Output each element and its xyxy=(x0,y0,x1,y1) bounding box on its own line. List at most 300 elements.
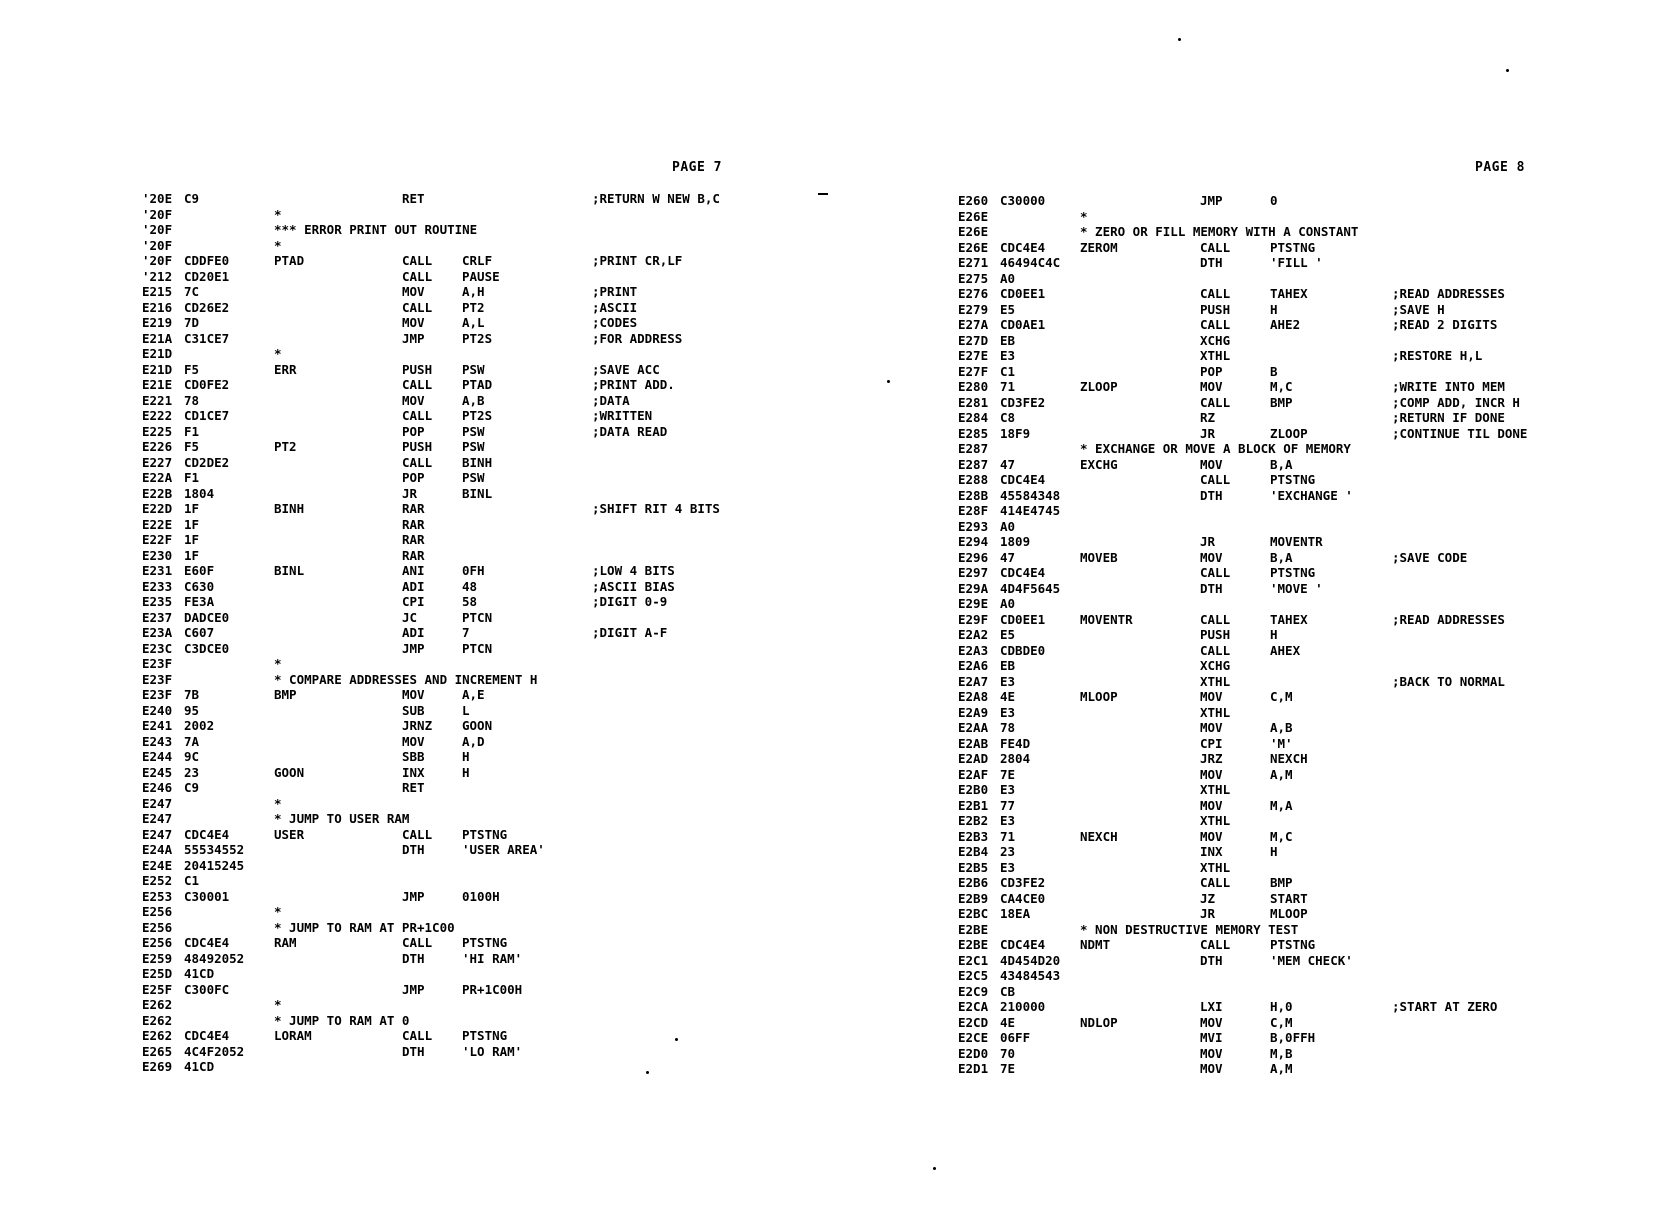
address: E241 xyxy=(142,718,173,733)
operand: A,M xyxy=(1270,1061,1293,1076)
opcode: XTHL xyxy=(1200,782,1231,797)
address: E2B3 xyxy=(958,828,989,844)
address: E279 xyxy=(958,301,989,317)
operand: NEXCH xyxy=(1270,751,1308,766)
address: E25F xyxy=(142,981,173,997)
object-code: 7A xyxy=(184,733,200,749)
listing-line xyxy=(142,362,762,378)
object-code: 47 xyxy=(1000,549,1016,565)
operand: 'FILL ' xyxy=(1270,255,1323,270)
object-code: 41CD xyxy=(184,966,215,981)
address: E259 xyxy=(142,950,173,966)
listing-line xyxy=(958,519,1538,535)
opcode: MOV xyxy=(1200,1045,1223,1061)
object-code: C30001 xyxy=(184,888,230,904)
operand: H xyxy=(462,764,470,780)
object-code: CD0EE1 xyxy=(1000,286,1046,301)
operand: 'EXCHANGE ' xyxy=(1270,487,1353,503)
listing-line xyxy=(958,596,1538,612)
opcode: RAR xyxy=(402,501,425,516)
object-code: CD1CE7 xyxy=(184,408,230,423)
opcode: RAR xyxy=(402,516,425,532)
opcode: XTHL xyxy=(1200,704,1231,720)
source-label: PTAD xyxy=(274,253,305,268)
object-code: A0 xyxy=(1000,270,1016,286)
left-page-listing xyxy=(142,191,762,1075)
listing-line xyxy=(142,1013,762,1029)
comment: ;WRITE INTO MEM xyxy=(1392,379,1505,394)
opcode: MOV xyxy=(402,733,425,749)
opcode: JMP xyxy=(1200,193,1223,208)
source-label: MLOOP xyxy=(1080,689,1118,704)
address: E237 xyxy=(142,609,173,625)
object-code: 210000 xyxy=(1000,999,1046,1014)
object-code: C31CE7 xyxy=(184,330,230,346)
object-code: 46494C4C xyxy=(1000,255,1061,270)
object-code: 7C xyxy=(184,284,200,299)
comment: ;FOR ADDRESS xyxy=(592,330,683,346)
opcode: PUSH xyxy=(1200,627,1231,642)
opcode: MOV xyxy=(402,315,425,330)
listing-line xyxy=(958,891,1538,907)
object-code: CD26E2 xyxy=(184,299,230,315)
comment: ;LOW 4 BITS xyxy=(592,563,675,578)
operand: 48 xyxy=(462,578,478,594)
address: E2AB xyxy=(958,735,989,751)
object-code: 23 xyxy=(1000,844,1016,859)
listing-line xyxy=(958,953,1538,969)
address: E262 xyxy=(142,1012,173,1028)
address: E22D xyxy=(142,501,173,516)
operand: MLOOP xyxy=(1270,906,1308,921)
address: E26E xyxy=(958,208,989,224)
right-page-number: PAGE 8 xyxy=(1475,160,1525,175)
listing-line xyxy=(958,364,1538,380)
listing-line xyxy=(958,348,1538,364)
source-label: * JUMP TO USER RAM xyxy=(274,811,410,826)
listing-line xyxy=(142,796,762,812)
listing-line xyxy=(142,579,762,595)
opcode: CALL xyxy=(402,1028,433,1043)
address: E235 xyxy=(142,594,173,609)
opcode: POP xyxy=(402,470,425,485)
address: E24E xyxy=(142,857,173,873)
source-label: PT2 xyxy=(274,439,297,454)
listing-line xyxy=(958,767,1538,783)
listing-line xyxy=(142,982,762,998)
operand: MOVENTR xyxy=(1270,534,1323,549)
opcode: CALL xyxy=(1200,875,1231,890)
scan-speck xyxy=(933,1167,936,1170)
operand: 0100H xyxy=(462,888,500,904)
opcode: CALL xyxy=(402,268,433,284)
address: E271 xyxy=(958,255,989,270)
address: E2BE xyxy=(958,921,989,937)
opcode: CALL xyxy=(402,299,433,315)
address: E27D xyxy=(958,332,989,348)
address: E225 xyxy=(142,423,173,439)
opcode: DTH xyxy=(1200,487,1223,503)
source-label: MOVENTR xyxy=(1080,611,1133,627)
opcode: JR xyxy=(402,485,418,501)
listing-line xyxy=(142,935,762,951)
operand: PT2 xyxy=(462,299,485,315)
object-code: FE3A xyxy=(184,594,215,609)
listing-line xyxy=(142,408,762,424)
listing-line xyxy=(142,532,762,548)
listing-line xyxy=(958,271,1538,287)
operand: B,A xyxy=(1270,549,1293,565)
object-code: 1F xyxy=(184,547,200,563)
opcode: RZ xyxy=(1200,410,1216,425)
listing-line xyxy=(958,643,1538,659)
listing-line xyxy=(142,331,762,347)
object-code: 71 xyxy=(1000,379,1016,394)
object-code: 7D xyxy=(184,315,200,330)
comment: ;SAVE ACC xyxy=(592,361,660,377)
object-code: CB xyxy=(1000,983,1016,999)
operand: PTSTNG xyxy=(1270,239,1316,255)
object-code: E3 xyxy=(1000,813,1016,828)
comment: ;READ ADDRESSES xyxy=(1392,611,1505,627)
address: E22B xyxy=(142,485,173,501)
listing-line xyxy=(958,302,1538,318)
operand: A,E xyxy=(462,687,485,702)
opcode: CALL xyxy=(1200,642,1231,658)
comment: ;START AT ZERO xyxy=(1392,999,1498,1014)
address: E29F xyxy=(958,611,989,627)
address: E262 xyxy=(142,1028,173,1043)
opcode: CALL xyxy=(402,253,433,268)
object-code: 1F xyxy=(184,501,200,516)
address: E216 xyxy=(142,299,173,315)
listing-line xyxy=(142,284,762,300)
source-label: * xyxy=(274,656,282,671)
scan-speck xyxy=(1506,69,1509,72)
operand: PSW xyxy=(462,423,485,439)
address: E27F xyxy=(958,363,989,379)
source-label: * COMPARE ADDRESSES AND INCREMENT H xyxy=(274,671,538,687)
address: E28F xyxy=(958,503,989,518)
operand: B,0FFH xyxy=(1270,1030,1316,1045)
address: E256 xyxy=(142,935,173,950)
address: E247 xyxy=(142,826,173,842)
object-code: C300FC xyxy=(184,981,230,997)
object-code: CDC4E4 xyxy=(1000,239,1046,255)
object-code: 1F xyxy=(184,532,200,547)
address: E222 xyxy=(142,408,173,423)
opcode: DTH xyxy=(402,842,425,857)
listing-line xyxy=(142,765,762,781)
address: E23F xyxy=(142,671,173,687)
address: E2B5 xyxy=(958,859,989,875)
object-code: 20415245 xyxy=(184,857,245,873)
address: E2AF xyxy=(958,766,989,782)
comment: ;PRINT xyxy=(592,284,638,299)
operand: TAHEX xyxy=(1270,611,1308,627)
comment: ;DATA READ xyxy=(592,423,668,439)
comment: ;ASCII xyxy=(592,299,638,315)
object-code: A0 xyxy=(1000,518,1016,534)
comment: ;COMP ADD, INCR H xyxy=(1392,394,1520,410)
listing-line xyxy=(142,718,762,734)
operand: H,0 xyxy=(1270,999,1293,1014)
listing-line xyxy=(142,703,762,719)
opcode: POP xyxy=(1200,363,1223,379)
operand: CRLF xyxy=(462,253,493,268)
listing-line xyxy=(958,1046,1538,1062)
object-code: CDC4E4 xyxy=(1000,937,1046,952)
listing-line xyxy=(958,751,1538,767)
comment: ;DATA xyxy=(592,392,630,408)
opcode: CALL xyxy=(402,935,433,950)
listing-line xyxy=(958,379,1538,395)
operand: PSW xyxy=(462,439,485,454)
opcode: PUSH xyxy=(402,361,433,377)
operand: M,A xyxy=(1270,797,1293,813)
operand: BMP xyxy=(1270,875,1293,890)
source-label: MOVEB xyxy=(1080,549,1118,565)
address: E288 xyxy=(958,472,989,487)
listing-line xyxy=(958,565,1538,581)
listing-line xyxy=(142,517,762,533)
object-code: 77 xyxy=(1000,797,1016,813)
object-code: 06FF xyxy=(1000,1030,1031,1045)
address: E256 xyxy=(142,919,173,935)
object-code: 7B xyxy=(184,687,200,702)
listing-line xyxy=(958,1030,1538,1046)
listing-line xyxy=(142,269,762,285)
address: E233 xyxy=(142,578,173,594)
listing-line xyxy=(142,300,762,316)
address: E22F xyxy=(142,532,173,547)
operand: H xyxy=(1270,844,1278,859)
address: E296 xyxy=(958,549,989,565)
address: E247 xyxy=(142,811,173,826)
opcode: DTH xyxy=(402,1043,425,1059)
opcode: JR xyxy=(1200,425,1216,441)
object-code: E3 xyxy=(1000,859,1016,875)
opcode: RAR xyxy=(402,532,425,547)
operand: 7 xyxy=(462,625,470,640)
listing-line xyxy=(142,424,762,440)
source-label: EXCHG xyxy=(1080,456,1118,472)
listing-line xyxy=(958,472,1538,488)
operand: 0FH xyxy=(462,563,485,578)
object-code: CDC4E4 xyxy=(1000,565,1046,580)
address: E2B2 xyxy=(958,813,989,828)
object-code: 78 xyxy=(1000,720,1016,735)
operand: 'USER AREA' xyxy=(462,842,545,857)
object-code: F1 xyxy=(184,470,200,485)
address: E2A3 xyxy=(958,642,989,658)
listing-line xyxy=(958,457,1538,473)
source-label: NDMT xyxy=(1080,937,1111,952)
operand: A,D xyxy=(462,733,485,749)
opcode: JMP xyxy=(402,981,425,997)
opcode: CALL xyxy=(1200,937,1231,952)
object-code: EB xyxy=(1000,332,1016,348)
opcode: CALL xyxy=(1200,317,1231,332)
object-code: C630 xyxy=(184,578,215,594)
opcode: JMP xyxy=(402,330,425,346)
source-label: * NON DESTRUCTIVE MEMORY TEST xyxy=(1080,921,1299,937)
source-label: * JUMP TO RAM AT PR+1C00 xyxy=(274,919,455,935)
opcode: MOV xyxy=(1200,1061,1223,1076)
listing-line xyxy=(142,470,762,486)
opcode: LXI xyxy=(1200,999,1223,1014)
comment: ;DIGIT 0-9 xyxy=(592,594,668,609)
listing-line xyxy=(958,999,1538,1015)
listing-line xyxy=(958,488,1538,504)
source-label: LORAM xyxy=(274,1028,312,1043)
object-code: 4D454D20 xyxy=(1000,952,1061,968)
address: E230 xyxy=(142,547,173,563)
address: E28B xyxy=(958,487,989,503)
object-code: E3 xyxy=(1000,782,1016,797)
object-code: CD0FE2 xyxy=(184,377,230,392)
object-code: 23 xyxy=(184,764,200,780)
listing-line xyxy=(958,193,1538,209)
address: E27A xyxy=(958,317,989,332)
listing-line xyxy=(142,889,762,905)
listing-line xyxy=(958,441,1538,457)
listing-line xyxy=(142,780,762,796)
listing-line xyxy=(958,813,1538,829)
operand: A,B xyxy=(462,392,485,408)
listing-line xyxy=(958,224,1538,240)
scan-speck xyxy=(675,1038,678,1041)
listing-line xyxy=(142,641,762,657)
source-label: * EXCHANGE OR MOVE A BLOCK OF MEMORY xyxy=(1080,441,1351,456)
operand: M,B xyxy=(1270,1045,1293,1061)
address: E26E xyxy=(958,239,989,255)
opcode: JRZ xyxy=(1200,751,1223,766)
listing-line xyxy=(958,240,1538,256)
address: E247 xyxy=(142,795,173,811)
operand: PTSTNG xyxy=(462,826,508,842)
opcode: ADI xyxy=(402,625,425,640)
object-code: CD0EE1 xyxy=(1000,611,1046,627)
opcode: PUSH xyxy=(402,439,433,454)
operand: C,M xyxy=(1270,1014,1293,1030)
address: E281 xyxy=(958,394,989,410)
listing-line xyxy=(958,581,1538,597)
listing-line xyxy=(958,875,1538,891)
opcode: CALL xyxy=(402,377,433,392)
address: E231 xyxy=(142,563,173,578)
object-code: FE4D xyxy=(1000,735,1031,751)
address: E245 xyxy=(142,764,173,780)
object-code: 45584348 xyxy=(1000,487,1061,503)
opcode: JR xyxy=(1200,906,1216,921)
opcode: MVI xyxy=(1200,1030,1223,1045)
opcode: SBB xyxy=(402,749,425,764)
address: E2CE xyxy=(958,1030,989,1045)
address: E2B9 xyxy=(958,890,989,906)
opcode: MOV xyxy=(1200,379,1223,394)
opcode: INX xyxy=(402,764,425,780)
address: E2D0 xyxy=(958,1045,989,1061)
opcode: MOV xyxy=(402,284,425,299)
operand: PTSTNG xyxy=(1270,565,1316,580)
object-code: F1 xyxy=(184,423,200,439)
object-code: CD0AE1 xyxy=(1000,317,1046,332)
object-code: F5 xyxy=(184,361,200,377)
comment: ;READ ADDRESSES xyxy=(1392,286,1505,301)
opcode: CALL xyxy=(402,826,433,842)
address: E2A9 xyxy=(958,704,989,720)
opcode: INX xyxy=(1200,844,1223,859)
source-label: * xyxy=(274,346,282,361)
source-label: BINH xyxy=(274,501,305,516)
object-code: E3 xyxy=(1000,673,1016,689)
operand: TAHEX xyxy=(1270,286,1308,301)
listing-line xyxy=(958,333,1538,349)
operand: C,M xyxy=(1270,689,1293,704)
opcode: MOV xyxy=(1200,1014,1223,1030)
opcode: POP xyxy=(402,423,425,439)
address: '20F xyxy=(142,206,173,222)
address: E2C9 xyxy=(958,983,989,999)
operand: AHE2 xyxy=(1270,317,1301,332)
address: E2A6 xyxy=(958,658,989,673)
opcode: XCHG xyxy=(1200,332,1231,348)
operand: PTSTNG xyxy=(462,1028,508,1043)
listing-line xyxy=(142,842,762,858)
operand: A,H xyxy=(462,284,485,299)
operand: PTSTNG xyxy=(462,935,508,950)
object-code: CDC4E4 xyxy=(184,935,230,950)
object-code: A0 xyxy=(1000,596,1016,611)
address: E2CA xyxy=(958,999,989,1014)
address: E2B1 xyxy=(958,797,989,813)
address: E2B4 xyxy=(958,844,989,859)
opcode: DTH xyxy=(1200,255,1223,270)
object-code: 43484543 xyxy=(1000,968,1061,983)
address: E287 xyxy=(958,456,989,472)
source-label: ZLOOP xyxy=(1080,379,1118,394)
operand: B,A xyxy=(1270,456,1293,472)
listing-line xyxy=(142,594,762,610)
address: E244 xyxy=(142,749,173,764)
object-code: F5 xyxy=(184,439,200,454)
address: E2A7 xyxy=(958,673,989,689)
operand: H xyxy=(1270,627,1278,642)
object-code: 55534552 xyxy=(184,842,245,857)
listing-line xyxy=(142,393,762,409)
address: E260 xyxy=(958,193,989,208)
object-code: 9C xyxy=(184,749,200,764)
opcode: CALL xyxy=(1200,565,1231,580)
address: E240 xyxy=(142,702,173,718)
object-code: CDC4E4 xyxy=(184,1028,230,1043)
listing-line xyxy=(142,455,762,471)
scan-speck xyxy=(887,380,890,383)
source-label: NEXCH xyxy=(1080,828,1118,844)
listing-line xyxy=(958,844,1538,860)
listing-line xyxy=(958,689,1538,705)
operand: A,M xyxy=(1270,766,1293,782)
object-code: CD20E1 xyxy=(184,268,230,284)
operand: PT2S xyxy=(462,330,493,346)
address: E227 xyxy=(142,454,173,470)
listing-line xyxy=(142,966,762,982)
source-label: * JUMP TO RAM AT 0 xyxy=(274,1012,410,1028)
object-code: C1 xyxy=(184,873,200,888)
object-code: 78 xyxy=(184,392,200,408)
operand: 58 xyxy=(462,594,478,609)
